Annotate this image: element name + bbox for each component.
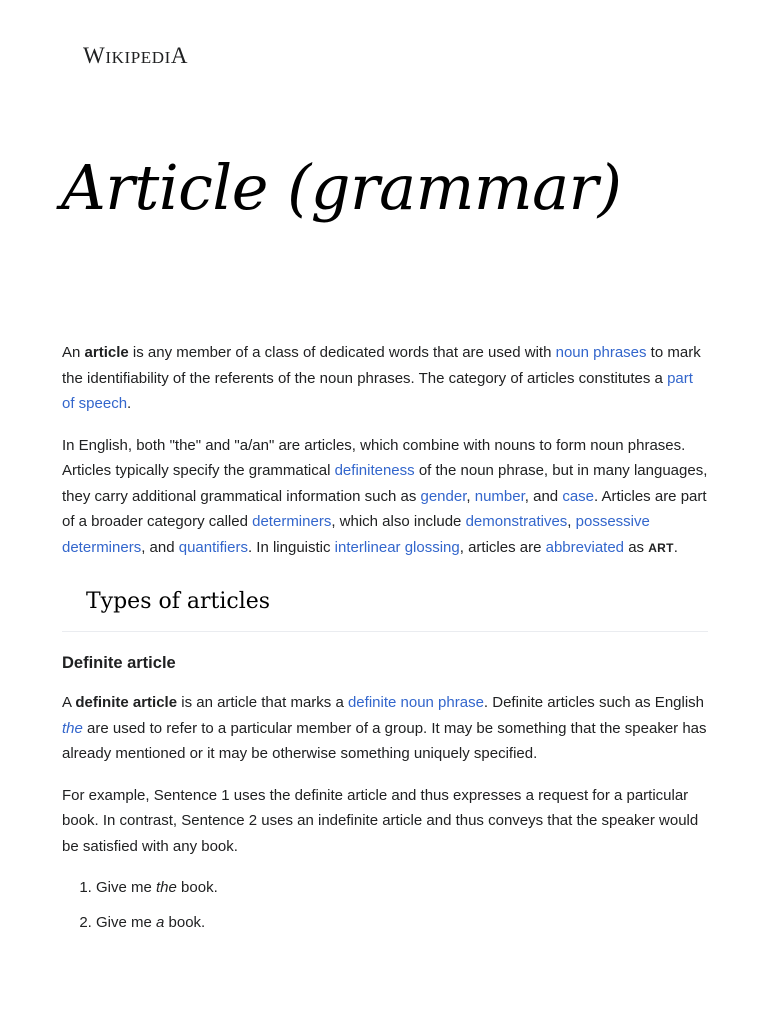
text: to mark the identifiability of the referents of the noun phrases. The category of articles constitutes a bbox=[62, 344, 701, 387]
intro-paragraph-1 bbox=[62, 340, 708, 417]
text: , bbox=[567, 513, 576, 530]
text: . Articles are part of a broader category called bbox=[62, 487, 707, 530]
text: book. bbox=[164, 914, 206, 931]
text: book. bbox=[176, 879, 218, 896]
text: An bbox=[62, 344, 85, 361]
page-title: Article (grammar) bbox=[61, 151, 622, 224]
logo-letter-a: A bbox=[170, 43, 189, 68]
text: is any member of a class of dedicated words that are used with bbox=[128, 344, 556, 361]
text: . bbox=[673, 538, 678, 556]
text: A bbox=[62, 694, 76, 711]
bold-term-definite-article: definite article bbox=[75, 694, 178, 711]
text: is an article that marks a bbox=[177, 694, 348, 711]
section-heading-types-of-articles[interactable]: Types of articles bbox=[86, 589, 271, 614]
text: . Definite articles such as English bbox=[483, 694, 705, 711]
link-determiners[interactable]: determiners bbox=[252, 513, 332, 530]
text: Give me bbox=[96, 914, 157, 931]
link-part-of-speech[interactable]: part of speech bbox=[62, 369, 693, 412]
text: are used to refer to a particular member of a group. It may be something that the speaker has already mentioned or it may be otherwise something uniquely specified. bbox=[62, 719, 707, 762]
link-the[interactable]: the bbox=[62, 719, 83, 737]
list-item bbox=[96, 910, 708, 935]
section-divider bbox=[62, 631, 708, 632]
link-case[interactable]: case bbox=[562, 487, 594, 505]
link-possessive-determiners[interactable]: possessive determiners bbox=[62, 513, 650, 556]
link-gender[interactable]: gender bbox=[420, 487, 467, 505]
bold-term-article: article bbox=[84, 344, 129, 361]
link-demonstratives[interactable]: demonstratives bbox=[465, 513, 568, 530]
text: , and bbox=[524, 487, 563, 505]
text: . bbox=[127, 395, 132, 412]
text: Give me bbox=[96, 879, 157, 896]
article-body bbox=[62, 340, 708, 945]
italic-word: the bbox=[156, 879, 177, 896]
list-item bbox=[96, 875, 708, 900]
logo-letter-w: W bbox=[83, 43, 106, 68]
link-definite-noun-phrase[interactable]: definite noun phrase bbox=[347, 694, 484, 711]
text: , and bbox=[141, 538, 179, 556]
definite-article-paragraph-2: For example, Sentence 1 uses the definite article and thus expresses a request for a particular book. In contrast, Sentence 2 uses an indefinite article and thus conveys that the speaker would be satisfied with any book. bbox=[62, 786, 699, 855]
text: as bbox=[624, 538, 649, 556]
text: , articles are bbox=[459, 538, 546, 556]
link-abbreviated[interactable]: abbreviated bbox=[545, 538, 625, 556]
logo-letters-ikipedi: IKIPEDI bbox=[105, 48, 171, 67]
link-noun-phrases[interactable]: noun phrases bbox=[555, 344, 647, 361]
definite-article-paragraph-1 bbox=[62, 690, 708, 767]
text: of the noun phrase, but in many languages, they carry additional grammatical information such as bbox=[62, 462, 708, 505]
example-sentences-list bbox=[62, 875, 708, 935]
link-quantifiers[interactable]: quantifiers bbox=[178, 538, 248, 556]
text: In English, both "the" and "a/an" are articles, which combine with nouns to form noun phrases. Articles typically specify the grammatical bbox=[62, 436, 686, 479]
italic-word: a bbox=[156, 914, 165, 931]
text: , which also include bbox=[331, 513, 466, 530]
link-interlinear-glossing[interactable]: interlinear glossing bbox=[334, 538, 460, 556]
subheading-definite-article: Definite article bbox=[62, 654, 176, 672]
link-definiteness[interactable]: definiteness bbox=[334, 462, 415, 479]
link-number[interactable]: number bbox=[474, 487, 525, 505]
gloss-abbreviation-art: ART bbox=[648, 540, 674, 555]
wikipedia-logo[interactable] bbox=[83, 44, 188, 70]
text: . In linguistic bbox=[247, 538, 335, 556]
intro-paragraph-2 bbox=[62, 433, 708, 562]
text: , bbox=[466, 487, 475, 505]
